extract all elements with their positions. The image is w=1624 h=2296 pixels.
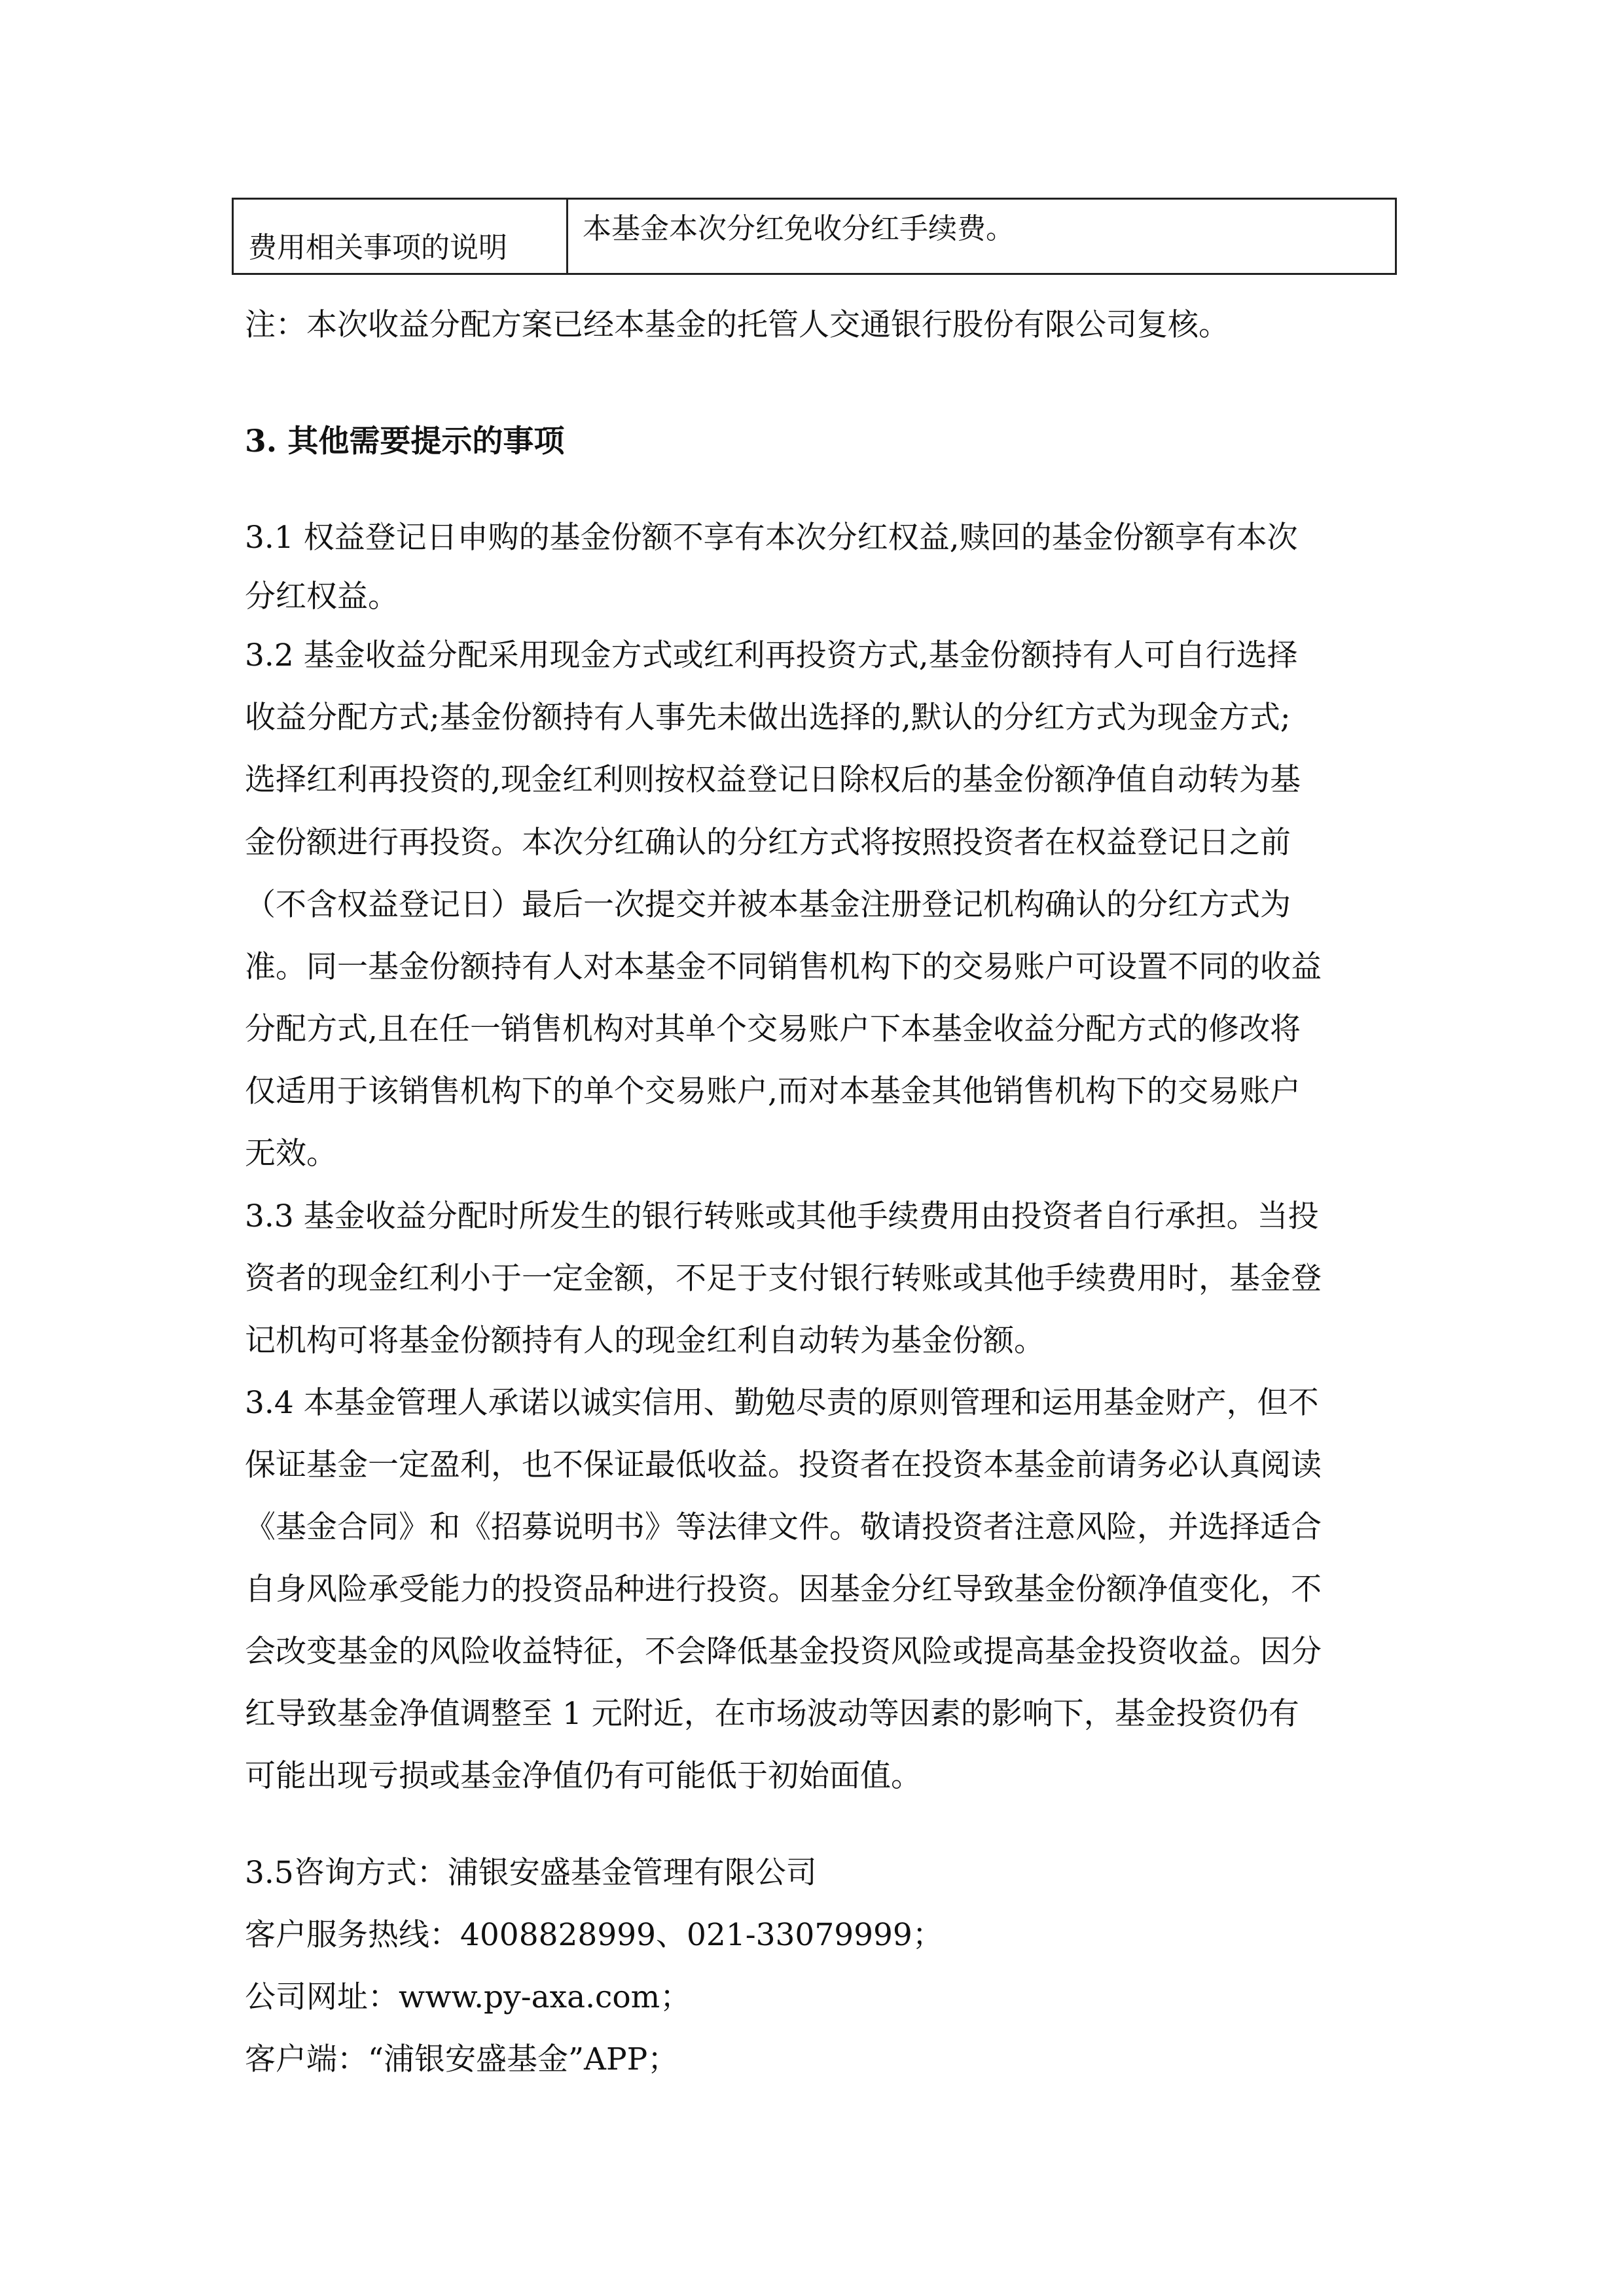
item-3-3-line: 资者的现金红利小于一定金额，不足于支付银行转账或其他手续费用时，基金登: [245, 1261, 1322, 1297]
fee-table-label: 费用相关事项的说明: [233, 199, 568, 274]
item-3-4-line: 保证基金一定盈利，也不保证最低收益。投资者在投资本基金前请务必认真阅读: [245, 1447, 1322, 1483]
section-3-heading: 3. 其他需要提示的事项: [245, 423, 565, 459]
item-3-1-line: 3.1 权益登记日申购的基金份额不享有本次分红权益,赎回的基金份额享有本次: [245, 520, 1298, 556]
item-3-2-line: 金份额进行再投资。本次分红确认的分红方式将按照投资者在权益登记日之前: [245, 825, 1291, 861]
item-3-3-line: 3.3 基金收益分配时所发生的银行转账或其他手续费用由投资者自行承担。当投: [245, 1198, 1319, 1234]
item-3-4-line: 红导致基金净值调整至 1 元附近，在市场波动等因素的影响下，基金投资仍有: [245, 1696, 1299, 1732]
fee-table-row: [233, 199, 1396, 274]
item-3-4-line: 会改变基金的风险收益特征，不会降低基金投资风险或提高基金投资收益。因分: [245, 1634, 1322, 1670]
item-3-2-line: 无效。: [245, 1136, 337, 1172]
consult-website: 公司网址：www.py-axa.com；: [245, 1979, 691, 2015]
item-3-1-line: 分红权益。: [245, 579, 399, 615]
item-3-2-line: 分配方式,且在任一销售机构对其单个交易账户下本基金收益分配方式的修改将: [245, 1011, 1301, 1047]
note-text: 注：本次收益分配方案已经本基金的托管人交通银行股份有限公司复核。: [245, 307, 1229, 343]
consult-company: 3.5咨询方式：浦银安盛基金管理有限公司: [245, 1855, 817, 1891]
item-3-2-line: 收益分配方式;基金份额持有人事先未做出选择的,默认的分红方式为现金方式;: [245, 700, 1291, 736]
consult-hotline: 客户服务热线：4008828999、021-33079999；: [245, 1917, 943, 1953]
item-3-4-line: 《基金合同》和《招募说明书》等法律文件。敬请投资者注意风险，并选择适合: [245, 1509, 1322, 1545]
consult-app: 客户端：“浦银安盛基金”APP；: [245, 2041, 679, 2077]
item-3-3-line: 记机构可将基金份额持有人的现金红利自动转为基金份额。: [245, 1323, 1045, 1359]
item-3-2-line: 仅适用于该销售机构下的单个交易账户,而对本基金其他销售机构下的交易账户: [245, 1073, 1301, 1109]
item-3-2-line: （不含权益登记日）最后一次提交并被本基金注册登记机构确认的分红方式为: [245, 887, 1291, 923]
item-3-4-line: 3.4 本基金管理人承诺以诚实信用、勤勉尽责的原则管理和运用基金财产，但不: [245, 1385, 1319, 1421]
fee-table-value: 本基金本次分红免收分红手续费。: [568, 199, 1396, 274]
item-3-2-line: 3.2 基金收益分配采用现金方式或红利再投资方式,基金份额持有人可自行选择: [245, 637, 1298, 673]
item-3-4-line: 可能出现亏损或基金净值仍有可能低于初始面值。: [245, 1758, 922, 1794]
fee-table: [232, 198, 1397, 275]
item-3-4-line: 自身风险承受能力的投资品种进行投资。因基金分红导致基金份额净值变化，不: [245, 1571, 1322, 1607]
item-3-2-line: 选择红利再投资的,现金红利则按权益登记日除权后的基金份额净值自动转为基: [245, 762, 1301, 798]
item-3-2-line: 准。同一基金份额持有人对本基金不同销售机构下的交易账户可设置不同的收益: [245, 949, 1322, 985]
